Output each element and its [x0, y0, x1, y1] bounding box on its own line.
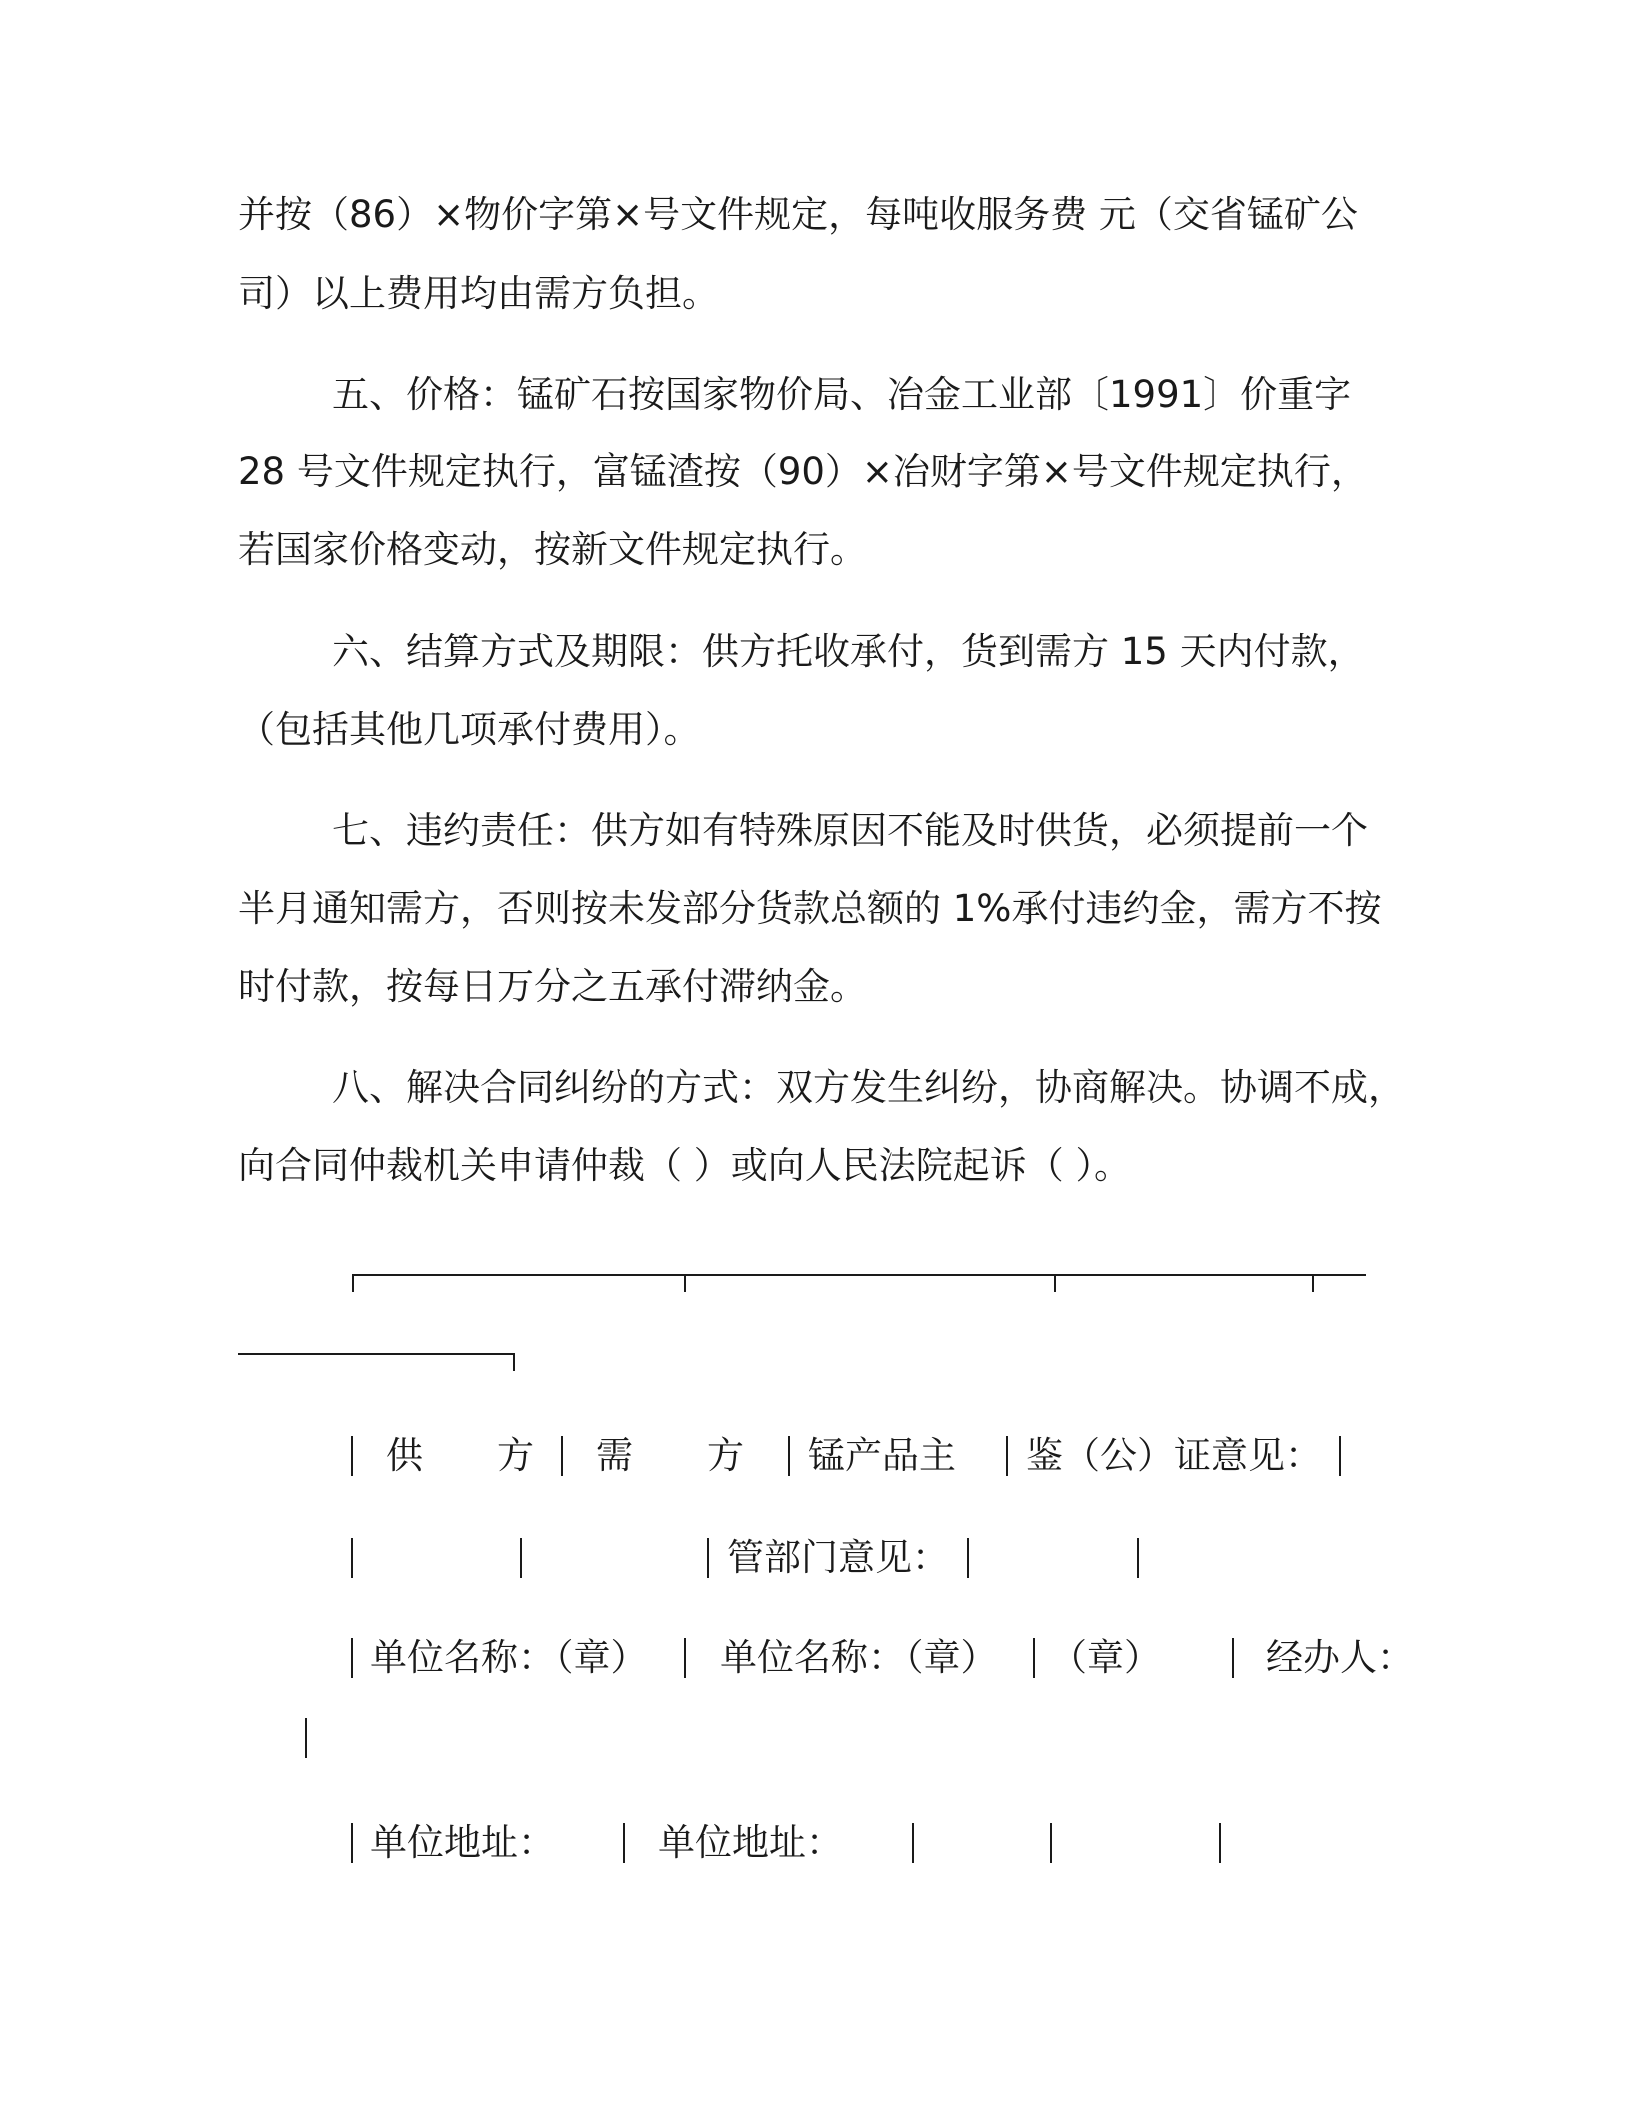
unit-name-buyer: 单位名称：（章）: [720, 1636, 998, 1679]
row2-bar-5: [1137, 1538, 1139, 1578]
row1-bar-1: [351, 1436, 353, 1476]
row4-bar-5: [1219, 1823, 1221, 1863]
para-8-line-1: 八、解决合同纠纷的方式：双方发生纠纷，协商解决。协调不成，: [332, 1066, 1405, 1109]
table-top-tick-4: [1312, 1274, 1314, 1292]
para-7-line-2: 半月通知需方，否则按未发部分货款总额的 1%承付违约金，需方不按: [238, 887, 1382, 930]
unit-name-supplier: 单位名称：（章）: [370, 1636, 648, 1679]
supplier-header: 供 方: [386, 1434, 534, 1477]
row4-bar-1: [351, 1823, 353, 1863]
row1-bar-5: [1339, 1436, 1341, 1476]
handler-label: 经办人：: [1266, 1636, 1414, 1679]
para-1-line-2: 司）以上费用均由需方负担。: [238, 272, 719, 315]
row1-bar-4: [1006, 1436, 1008, 1476]
para-6-line-2: （包括其他几项承付费用）。: [238, 708, 701, 751]
row2-bar-1: [351, 1538, 353, 1578]
para-1-line-1: 并按（86）×物价字第×号文件规定，每吨收服务费 元（交省锰矿公: [238, 193, 1358, 236]
notary-header: 鉴（公）证意见：: [1026, 1434, 1322, 1477]
unit-address-buyer: 单位地址：: [658, 1821, 843, 1864]
authority-header-line-2: 管部门意见：: [727, 1536, 949, 1579]
para-8-line-2: 向合同仲裁机关申请仲裁（ ）或向人民法院起诉（ ）。: [238, 1144, 1132, 1187]
table-second-tick: [513, 1353, 515, 1371]
table-top-tick-3: [1054, 1274, 1056, 1292]
row3-bar-1: [351, 1638, 353, 1678]
authority-seal: （章）: [1050, 1636, 1161, 1679]
para-5-line-2: 28 号文件规定执行，富锰渣按（90）×冶财字第×号文件规定执行，: [238, 450, 1368, 493]
buyer-header: 需 方: [596, 1434, 744, 1477]
row3-bar-3: [1033, 1638, 1035, 1678]
authority-header-line-1: 锰产品主: [808, 1434, 956, 1477]
table-top-rule: [352, 1274, 1366, 1276]
row1-bar-3: [788, 1436, 790, 1476]
row4-bar-3: [912, 1823, 914, 1863]
row3-bar-4: [1232, 1638, 1234, 1678]
table-top-tick-2: [684, 1274, 686, 1292]
para-6-line-1: 六、结算方式及期限：供方托收承付，货到需方 15 天内付款，: [332, 630, 1365, 673]
row4-bar-2: [623, 1823, 625, 1863]
row2-bar-3: [707, 1538, 709, 1578]
row3-wrap-bar: [305, 1718, 307, 1758]
para-7-line-3: 时付款，按每日万分之五承付滞纳金。: [238, 965, 867, 1008]
row3-bar-2: [684, 1638, 686, 1678]
row2-bar-2: [520, 1538, 522, 1578]
table-second-rule: [238, 1353, 514, 1355]
unit-address-supplier: 单位地址：: [370, 1821, 555, 1864]
para-5-line-1: 五、价格：锰矿石按国家物价局、冶金工业部〔1991〕价重字: [332, 373, 1352, 416]
para-5-line-3: 若国家价格变动，按新文件规定执行。: [238, 528, 867, 571]
row2-bar-4: [967, 1538, 969, 1578]
table-top-tick-1: [352, 1274, 354, 1292]
row4-bar-4: [1050, 1823, 1052, 1863]
row1-bar-2: [561, 1436, 563, 1476]
para-7-line-1: 七、违约责任：供方如有特殊原因不能及时供货，必须提前一个: [332, 809, 1368, 852]
